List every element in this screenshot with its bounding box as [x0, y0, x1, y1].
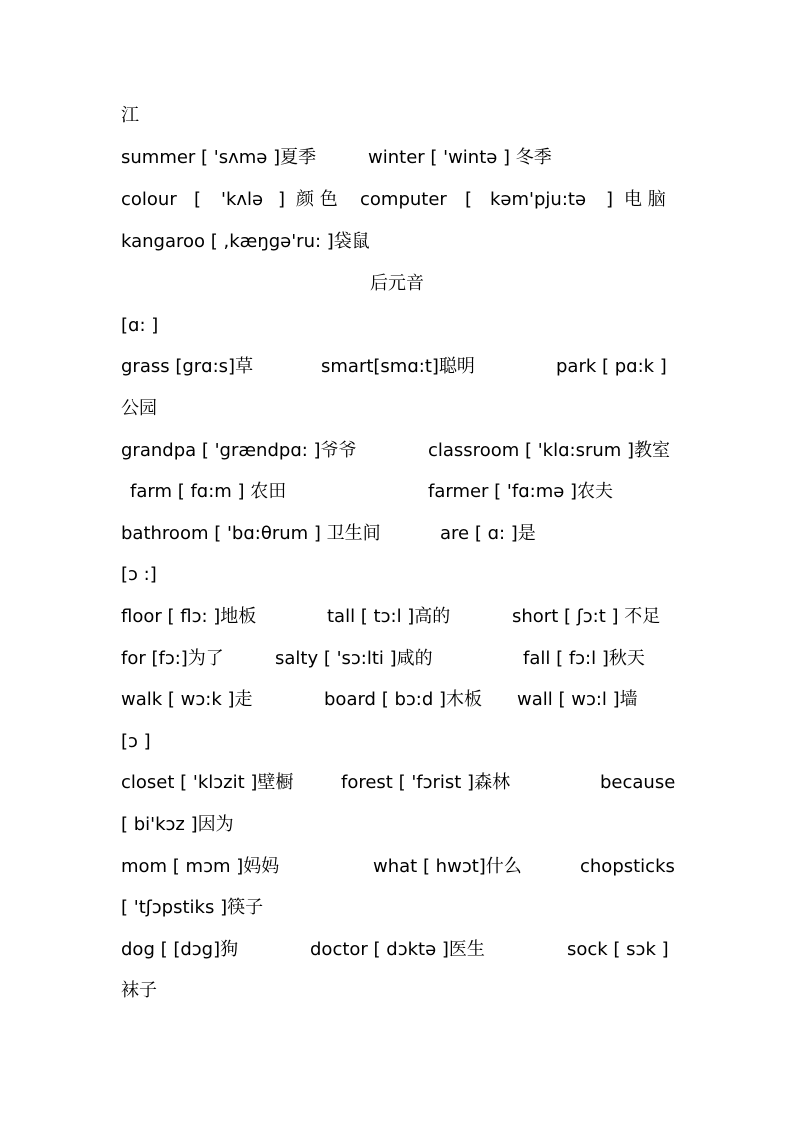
vocab-entry: wall [ wɔ:l ]墙 [517, 689, 638, 710]
vocab-phonetic: 'kʌlə [221, 189, 264, 210]
text-line [121, 103, 681, 129]
vocab-entry: smart[smɑ:t]聪明 [321, 356, 475, 377]
vocab-entry: tall [ tɔ:l ]高的 [327, 606, 451, 627]
vocab-entry: salty [ 'sɔ:lti ]咸的 [275, 648, 433, 669]
vocab-entry: short [ ʃɔ:t ] 不足 [512, 606, 661, 627]
vocab-bracket: ] [606, 189, 614, 210]
vocab-word: colour [121, 189, 177, 210]
vocab-entry: summer [ 'sʌmə ]夏季 [121, 147, 317, 168]
vocab-entry: closet [ 'klɔzit ]壁橱 [121, 772, 294, 793]
vocab-entry: what [ hwɔt]什么 [373, 856, 522, 877]
phoneme-symbol: [ɔ ] [121, 731, 151, 752]
vocab-entry: [ 'tʃɔpstiks ]筷子 [121, 897, 264, 918]
vocab-line [121, 354, 681, 380]
vocab-entry: are [ ɑ: ]是 [440, 523, 536, 544]
vocab-line [121, 687, 681, 713]
vocab-entry: forest [ 'fɔrist ]森林 [341, 772, 511, 793]
phoneme-heading [121, 562, 681, 588]
section-heading-text: 后元音 [370, 273, 424, 294]
vocab-bracket: [ [194, 189, 202, 210]
vocab-entry: mom [ mɔm ]妈妈 [121, 856, 280, 877]
vocab-line [121, 145, 681, 171]
vocab-meaning: 颜 色 [296, 189, 338, 210]
vocab-entry: walk [ wɔ:k ]走 [121, 689, 253, 710]
vocab-entry: sock [ sɔk ] [567, 939, 669, 960]
vocab-word: computer [360, 189, 447, 210]
vocab-line [121, 438, 681, 464]
vocab-line [121, 396, 681, 422]
vocab-entry: doctor [ dɔktə ]医生 [310, 939, 485, 960]
vocab-meaning: 电 脑 [624, 189, 666, 210]
text-segment: 江 [121, 105, 139, 126]
vocab-entry: grandpa [ 'grændpɑ: ]爷爷 [121, 440, 357, 461]
vocab-line [121, 770, 681, 796]
vocab-entry: park [ pɑ:k ] [556, 356, 667, 377]
vocab-entry: board [ bɔ:d ]木板 [324, 689, 482, 710]
vocab-line [121, 978, 681, 1004]
phoneme-symbol: [ɔ :] [121, 564, 157, 585]
vocab-bracket: ] [278, 189, 286, 210]
vocab-entry: winter [ 'wintə ] 冬季 [368, 147, 552, 168]
vocab-line [121, 937, 681, 963]
vocab-line [121, 521, 681, 547]
vocab-entry: bathroom [ 'bɑ:θrum ] 卫生间 [121, 523, 381, 544]
vocab-phonetic: kəm'pju:tə [490, 189, 587, 210]
phoneme-heading [121, 313, 681, 339]
vocab-entry: grass [grɑ:s]草 [121, 356, 254, 377]
vocab-line [121, 479, 681, 505]
vocab-bracket: [ [465, 189, 473, 210]
vocab-line [121, 187, 681, 213]
vocab-entry: fall [ fɔ:l ]秋天 [523, 648, 645, 669]
vocab-line [121, 854, 681, 880]
vocab-line [121, 604, 681, 630]
vocab-entry: farmer [ 'fɑ:mə ]农夫 [428, 481, 614, 502]
vocab-line [121, 646, 681, 672]
vocab-entry: dog [ [dɔg]狗 [121, 939, 239, 960]
section-heading [0, 271, 794, 297]
vocab-entry: floor [ flɔ: ]地板 [121, 606, 257, 627]
vocab-entry: chopsticks [580, 856, 675, 877]
vocab-entry: because [600, 772, 676, 793]
vocab-entry: for [fɔ:]为了 [121, 648, 224, 669]
phoneme-symbol: [ɑ: ] [121, 315, 159, 336]
vocab-line [121, 229, 681, 255]
vocab-entry: classroom [ 'klɑ:srum ]教室 [428, 440, 671, 461]
vocab-entry: farm [ fɑ:m ] 农田 [130, 481, 287, 502]
vocab-line [121, 812, 681, 838]
vocab-meaning: 公园 [121, 398, 157, 419]
vocab-meaning: 袜子 [121, 980, 157, 1001]
vocab-entry: [ bi'kɔz ]因为 [121, 814, 234, 835]
vocab-line [121, 895, 681, 921]
vocab-entry: kangaroo [ ,kæŋgə'ru: ]袋鼠 [121, 231, 370, 252]
phoneme-heading [121, 729, 681, 755]
